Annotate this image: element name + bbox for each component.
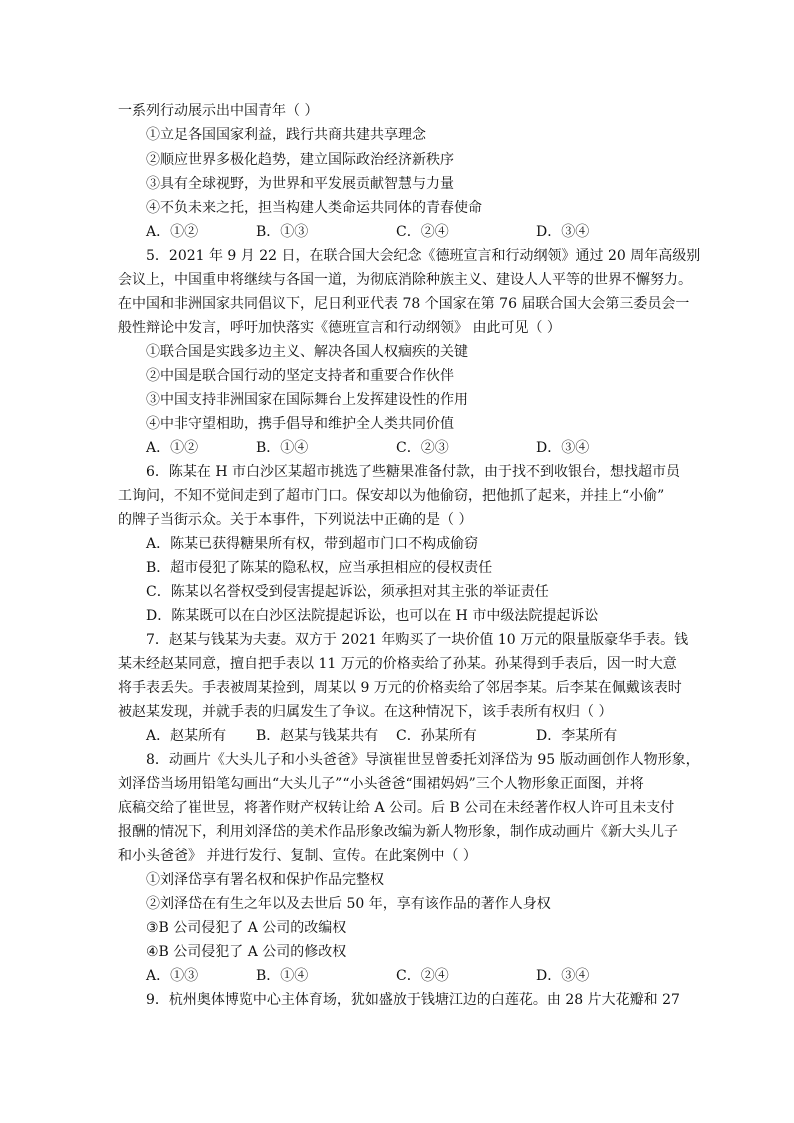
q8-item-1: ①刘泽岱享有署名权和保护作品完整权 <box>146 872 384 888</box>
q6-choice-b[interactable]: B．超市侵犯了陈某的隐私权，应当承担相应的侵权责任 <box>146 560 493 576</box>
q8-item-2: ②刘泽岱在有生之年以及去世后 50 年，享有该作品的著作人身权 <box>146 896 551 912</box>
q5-stem-line-3: 在中国和非洲国家共同倡议下，尼日利亚代表 78 个国家在第 76 届联合国大会第三委员会一 <box>118 296 690 312</box>
q8-stem-line-5: 和小头爸爸》 并进行发行、复制、宣传。在此案例中（ ） <box>118 848 477 864</box>
q7-option-b[interactable]: B．赵某与钱某共有 <box>256 728 379 744</box>
q5-item-2: ②中国是联合国行动的坚定支持者和重要合作伙伴 <box>146 368 454 384</box>
q4-item-1: ①立足各国国家利益，践行共商共建共享理念 <box>146 127 426 143</box>
q5-item-4: ④中非守望相助，携手倡导和维护全人类共同价值 <box>146 416 454 432</box>
q6-stem-line-1: 6．陈某在 H 市白沙区某超市挑选了些糖果准备付款，由于找不到收银台，想找超市员 <box>146 464 681 480</box>
q7-stem-line-2: 某未经赵某同意，擅自把手表以 11 万元的价格卖给了孙某。孙某得到手表后，因一时大意 <box>118 656 677 672</box>
q6-choice-d[interactable]: D．陈某既可以在白沙区法院提起诉讼，也可以在 H 市中级法院提起诉讼 <box>146 608 599 624</box>
q6-stem-line-3: 的牌子当街示众。关于本事件，下列说法中正确的是（ ） <box>118 512 473 528</box>
q4-item-3: ③具有全球视野，为世界和平发展贡献智慧与力量 <box>146 176 454 192</box>
q4-option-b[interactable]: B．①③ <box>256 224 309 240</box>
q7-option-d[interactable]: D．李某所有 <box>536 728 618 744</box>
q4-item-4: ④不负未来之托，担当构建人类命运共同体的青春使命 <box>146 200 482 216</box>
q8-option-d[interactable]: D．③④ <box>536 968 590 984</box>
q5-option-b[interactable]: B．①④ <box>256 440 309 456</box>
q4-stem-end: 一系列行动展示出中国青年（ ） <box>118 103 319 119</box>
q8-option-b[interactable]: B．①④ <box>256 968 309 984</box>
q7-stem-line-1: 7．赵某与钱某为夫妻。双方于 2021 年购买了一块价值 10 万元的限量版豪华手表。钱 <box>146 632 689 648</box>
q5-option-c[interactable]: C．②③ <box>396 440 449 456</box>
q5-item-3: ③中国支持非洲国家在国际舞台上发挥建设性的作用 <box>146 392 468 408</box>
q6-stem-line-2: 工询问，不知不觉间走到了超市门口。保安却以为他偷窃，把他抓了起来，并挂上“小偷” <box>118 488 665 504</box>
q7-stem-line-4: 被赵某发现，并就手表的归属发生了争议。在这种情况下，该手表所有权归（ ） <box>118 704 613 720</box>
q8-item-4: ④B 公司侵犯了 A 公司的修改权 <box>146 944 347 960</box>
q5-stem-line-1: 5．2021 年 9 月 22 日，在联合国大会纪念《德班宣言和行动纲领》通过 20 周年高级别 <box>146 248 701 264</box>
q5-option-a[interactable]: A．①② <box>146 440 199 456</box>
q7-stem-line-3: 将手表丢失。手表被周某捡到，周某以 9 万元的价格卖给了邻居李某。后李某在佩戴该表时 <box>118 680 682 696</box>
q5-stem-line-4: 般性辩论中发言，呼吁加快落实《德班宣言和行动纲领》 由此可见（ ） <box>118 320 561 336</box>
q7-option-c[interactable]: C．孙某所有 <box>396 728 477 744</box>
q6-choice-c[interactable]: C．陈某以名誉权受到侵害提起诉讼，须承担对其主张的举证责任 <box>146 584 549 600</box>
q4-option-c[interactable]: C．②④ <box>396 224 449 240</box>
q7-option-a[interactable]: A．赵某所有 <box>146 728 227 744</box>
q8-option-c[interactable]: C．②④ <box>396 968 449 984</box>
q8-option-a[interactable]: A．①③ <box>146 968 199 984</box>
q8-item-3: ③B 公司侵犯了 A 公司的改编权 <box>146 920 347 936</box>
q4-item-2: ②顺应世界多极化趋势，建立国际政治经济新秩序 <box>146 152 454 168</box>
q4-option-a[interactable]: A．①② <box>146 224 199 240</box>
q8-stem-line-1: 8．动画片《大头儿子和小头爸爸》导演崔世昱曾委托刘泽岱为 95 版动画创作人物形象， <box>146 752 700 768</box>
q9-stem-line-1: 9．杭州奥体博览中心主体育场，犹如盛放于钱塘江边的白莲花。由 28 片大花瓣和 27 <box>146 992 680 1008</box>
q5-option-d[interactable]: D．③④ <box>536 440 590 456</box>
q4-option-d[interactable]: D．③④ <box>536 224 590 240</box>
q8-stem-line-4: 报酬的情况下，利用刘泽岱的美术作品形象改编为新人物形象，制作成动画片《新大头儿子 <box>118 824 678 840</box>
q8-stem-line-2: 刘泽岱当场用铅笔勾画出“大头儿子”“小头爸爸“围裙妈妈”三个人物形象正面图，并将 <box>118 776 644 792</box>
q5-stem-line-2: 会议上，中国重申将继续与各国一道，为彻底消除种族主义、建设人人平等的世界不懈努力。 <box>118 272 692 288</box>
q5-item-1: ①联合国是实践多边主义、解决各国人权痼疾的关键 <box>146 344 468 360</box>
q8-stem-line-3: 底稿交给了崔世昱，将著作财产权转让给 A 公司。后 B 公司在未经著作权人许可且未支付 <box>118 800 675 816</box>
q6-choice-a[interactable]: A．陈某已获得糖果所有权，带到超市门口不构成偷窃 <box>146 536 479 552</box>
